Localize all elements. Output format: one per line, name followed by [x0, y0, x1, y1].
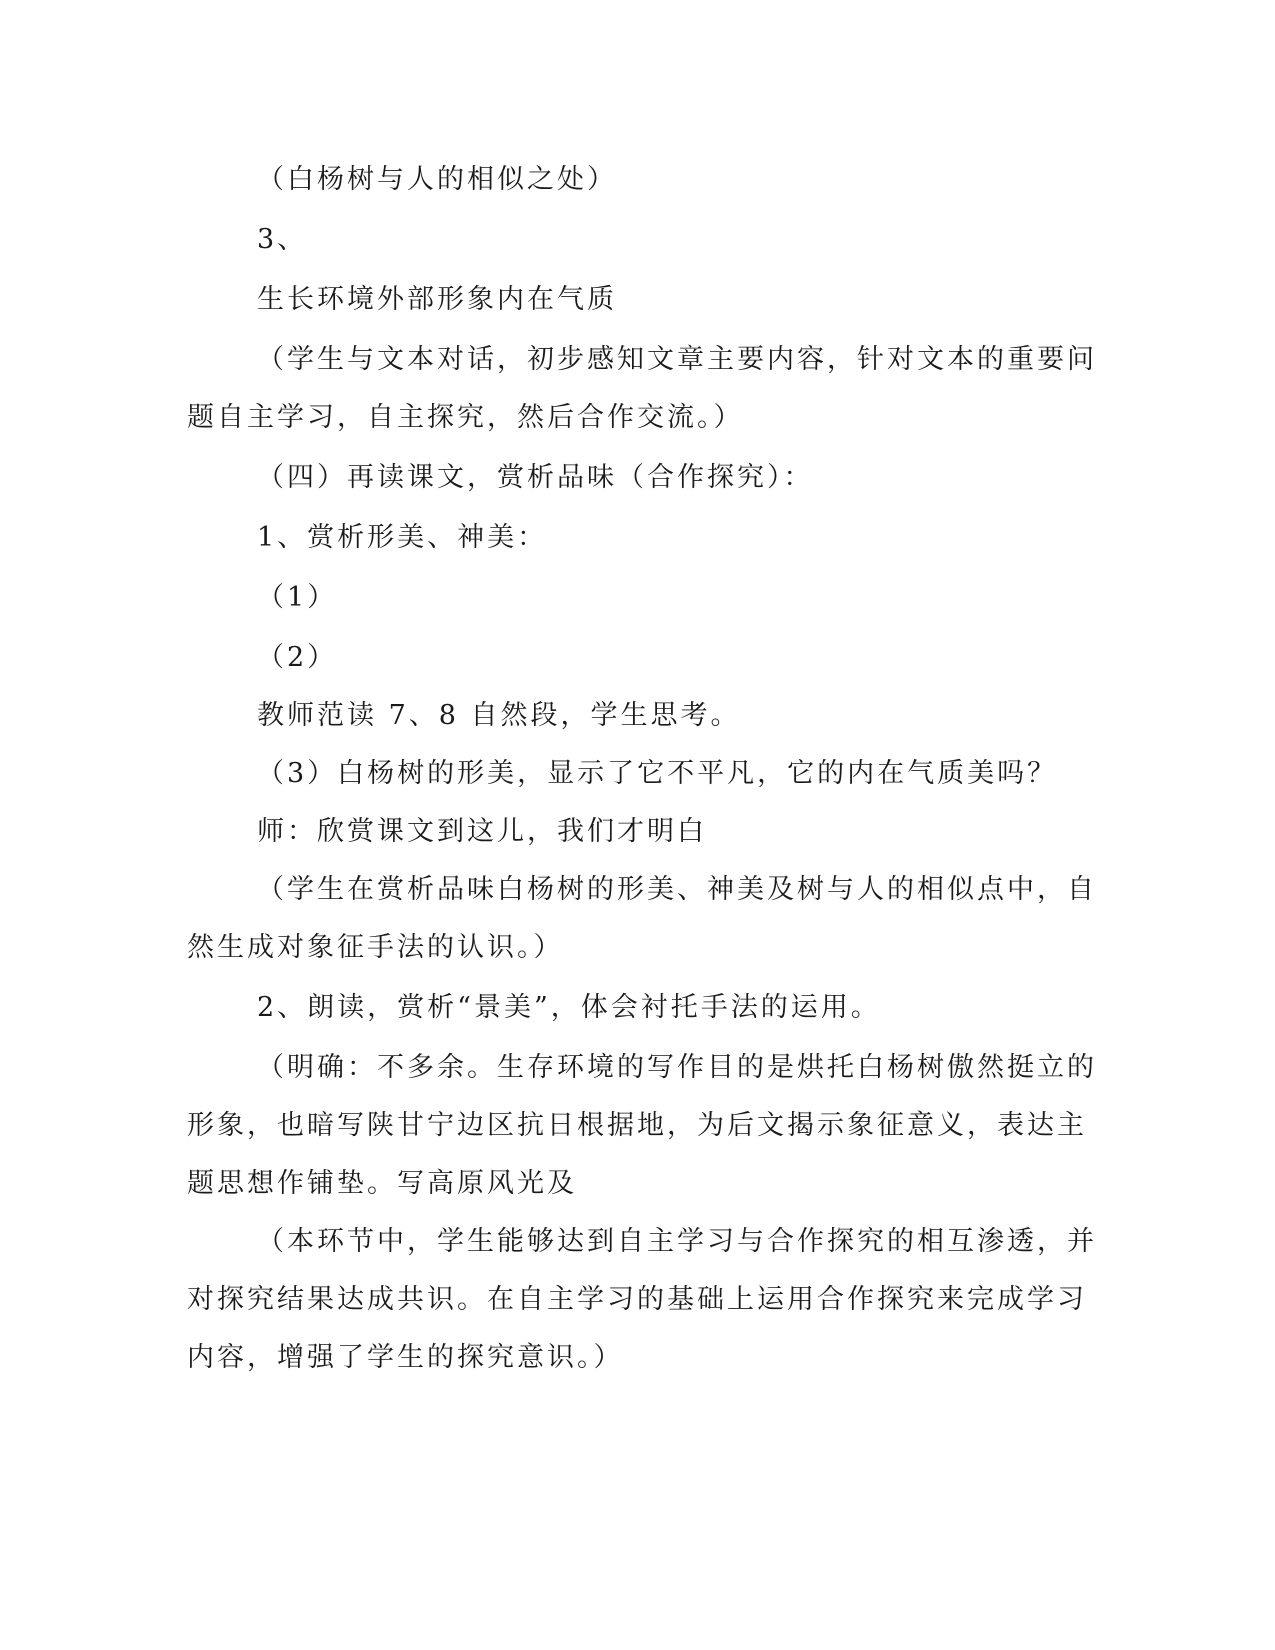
- text-line: 2、朗读，赏析“景美”，体会衬托手法的运用。: [257, 992, 881, 1023]
- text-line: 然生成对象征手法的认识。）: [187, 932, 564, 963]
- text-line: （白杨树与人的相似之处）: [257, 164, 617, 195]
- text-line: （1）: [257, 582, 338, 613]
- text-line: 师：欣赏课文到这儿，我们才明白: [257, 816, 707, 847]
- text-line: 形象，也暗写陕甘宁边区抗日根据地，为后文揭示象征意义，表达主: [187, 1110, 1087, 1141]
- text-line: 题自主学习，自主探究，然后合作交流。）: [187, 402, 744, 433]
- text-line: 教师范读 7、8 自然段，学生思考。: [257, 700, 741, 731]
- text-line: （四）再读课文，赏析品味（合作探究）：: [257, 462, 814, 493]
- text-line: （2）: [257, 642, 338, 673]
- text-line: 3、: [257, 224, 308, 255]
- text-line: 1、赏析形美、神美：: [257, 522, 548, 553]
- text-line: 内容，增强了学生的探究意识。）: [187, 1342, 624, 1373]
- text-line: 对探究结果达成共识。在自主学习的基础上运用合作探究来完成学习: [187, 1284, 1087, 1315]
- text-line: （本环节中，学生能够达到自主学习与合作探究的相互渗透，并: [257, 1226, 1097, 1257]
- text-line: （学生与文本对话，初步感知文章主要内容，针对文本的重要问: [257, 344, 1097, 375]
- text-line: 题思想作铺垫。写高原风光及: [187, 1168, 577, 1199]
- text-line: 生长环境外部形象内在气质: [257, 284, 617, 315]
- text-line: （3）白杨树的形美，显示了它不平凡，它的内在气质美吗？: [257, 758, 1058, 789]
- text-line: （明确：不多余。生存环境的写作目的是烘托白杨树傲然挺立的: [257, 1052, 1097, 1083]
- text-line: （学生在赏析品味白杨树的形美、神美及树与人的相似点中，自: [257, 874, 1097, 905]
